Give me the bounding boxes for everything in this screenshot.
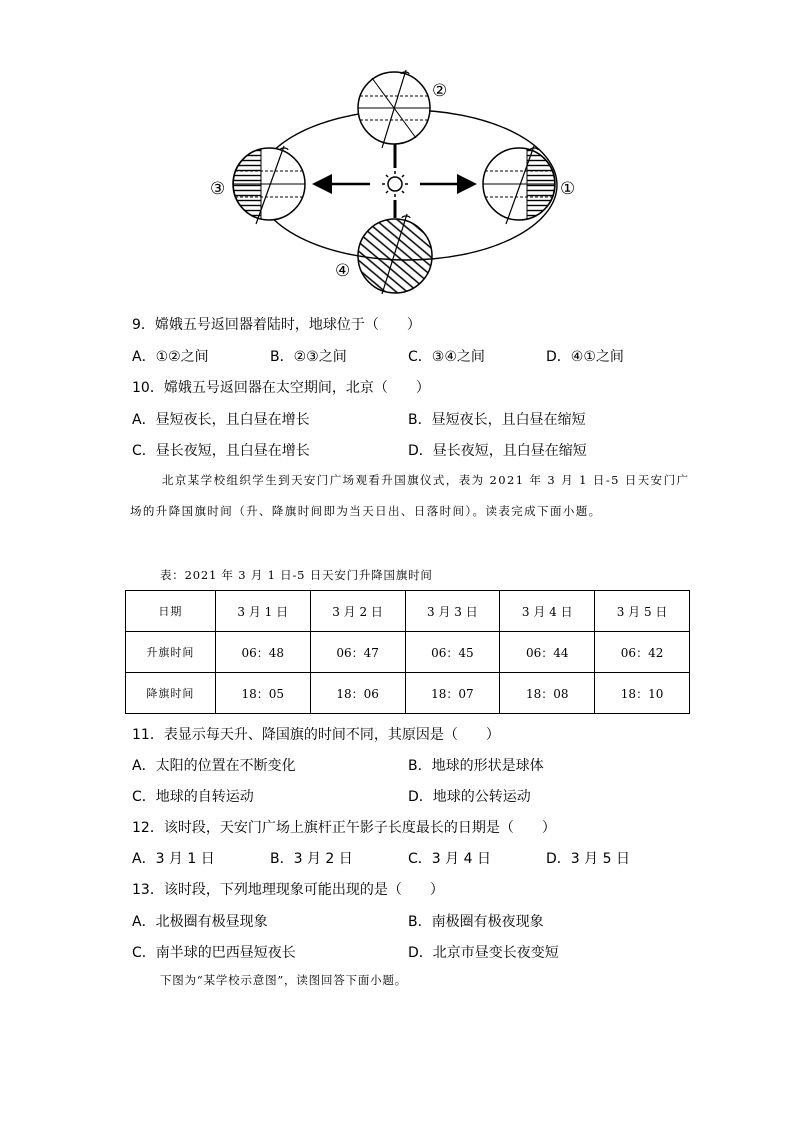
table-cell: 18：05 bbox=[215, 673, 310, 714]
q10-option-d[interactable]: D．昼长夜短，且白昼在缩短 bbox=[408, 443, 587, 459]
q12-option-a[interactable]: A．3 月 1 日 bbox=[132, 851, 215, 867]
sun-icon bbox=[382, 171, 408, 197]
globe-3 bbox=[233, 146, 305, 224]
header-cell: 日期 bbox=[126, 591, 216, 632]
intro-paragraph: 北京某学校组织学生到天安门广场观看升国旗仪式，表为 2021 年 3 月 1 日-5 日天安门广场的升降国旗时间（升、降旗时间即为当天日出、日落时间）。读表完成下面小题。 bbox=[130, 473, 690, 518]
table-cell: 06：47 bbox=[310, 632, 405, 673]
question-11: 11．表显示每天升、降国旗的时间不同，其原因是（ ） bbox=[132, 727, 500, 743]
header-cell: 3 月 5 日 bbox=[595, 591, 690, 632]
header-cell: 3 月 4 日 bbox=[500, 591, 595, 632]
globe-4 bbox=[358, 214, 432, 294]
q9-option-c[interactable]: C．③④之间 bbox=[408, 349, 485, 365]
table-row bbox=[126, 673, 690, 714]
label-1: ① bbox=[560, 179, 576, 199]
table-cell: 06：42 bbox=[595, 632, 690, 673]
q9-option-b[interactable]: B．②③之间 bbox=[270, 349, 347, 365]
earth-orbit-diagram bbox=[210, 68, 592, 300]
row-label: 升旗时间 bbox=[126, 632, 216, 673]
q10-option-c[interactable]: C．昼长夜短，且白昼在增长 bbox=[132, 443, 310, 459]
table-cell: 18：08 bbox=[500, 673, 595, 714]
q10-option-a[interactable]: A．昼短夜长，且白昼在增长 bbox=[132, 412, 310, 428]
q13-option-c[interactable]: C．南半球的巴西昼短夜长 bbox=[132, 945, 296, 961]
flag-time-table bbox=[125, 590, 690, 714]
globe-2 bbox=[358, 70, 430, 148]
question-9: 9．嫦娥五号返回器着陆时，地球位于（ ） bbox=[132, 317, 421, 333]
q10-option-b[interactable]: B．昼短夜长，且白昼在缩短 bbox=[408, 412, 586, 428]
q11-option-c[interactable]: C．地球的自转运动 bbox=[132, 789, 254, 805]
globe-1 bbox=[483, 146, 555, 224]
table-header-row bbox=[126, 591, 690, 632]
q12-option-d[interactable]: D．3 月 5 日 bbox=[546, 851, 630, 867]
question-10: 10．嫦娥五号返回器在太空期间，北京（ ） bbox=[132, 380, 430, 396]
q12-option-c[interactable]: C．3 月 4 日 bbox=[408, 851, 491, 867]
header-cell: 3 月 1 日 bbox=[215, 591, 310, 632]
header-cell: 3 月 3 日 bbox=[405, 591, 500, 632]
label-4: ④ bbox=[335, 261, 351, 281]
table-cell: 18：06 bbox=[310, 673, 405, 714]
table-cell: 18：10 bbox=[595, 673, 690, 714]
label-2: ② bbox=[432, 81, 448, 101]
q13-option-d[interactable]: D．北京市昼变长夜变短 bbox=[408, 945, 559, 961]
closing-note: 下图为“某学校示意图”，读图回答下面小题。 bbox=[160, 973, 408, 987]
table-row bbox=[126, 632, 690, 673]
table-caption: 表：2021 年 3 月 1 日-5 日天安门升降国旗时间 bbox=[160, 568, 433, 582]
q11-option-b[interactable]: B．地球的形状是球体 bbox=[408, 758, 544, 774]
q13-option-a[interactable]: A．北极圈有极昼现象 bbox=[132, 914, 268, 930]
row-label: 降旗时间 bbox=[126, 673, 216, 714]
table-cell: 06：45 bbox=[405, 632, 500, 673]
label-3: ③ bbox=[210, 179, 226, 199]
table-cell: 18：07 bbox=[405, 673, 500, 714]
table-cell: 06：48 bbox=[215, 632, 310, 673]
q11-option-d[interactable]: D．地球的公转运动 bbox=[408, 789, 531, 805]
header-cell: 3 月 2 日 bbox=[310, 591, 405, 632]
q9-option-a[interactable]: A．①②之间 bbox=[132, 349, 209, 365]
question-12: 12．该时段，天安门广场上旗杆正午影子长度最长的日期是（ ） bbox=[132, 820, 556, 836]
q9-option-d[interactable]: D．④①之间 bbox=[546, 349, 624, 365]
q13-option-b[interactable]: B．南极圈有极夜现象 bbox=[408, 914, 544, 930]
q12-option-b[interactable]: B．3 月 2 日 bbox=[270, 851, 353, 867]
q11-option-a[interactable]: A．太阳的位置在不断变化 bbox=[132, 758, 296, 774]
table-cell: 06：44 bbox=[500, 632, 595, 673]
question-13: 13．该时段，下列地理现象可能出现的是（ ） bbox=[132, 882, 444, 898]
